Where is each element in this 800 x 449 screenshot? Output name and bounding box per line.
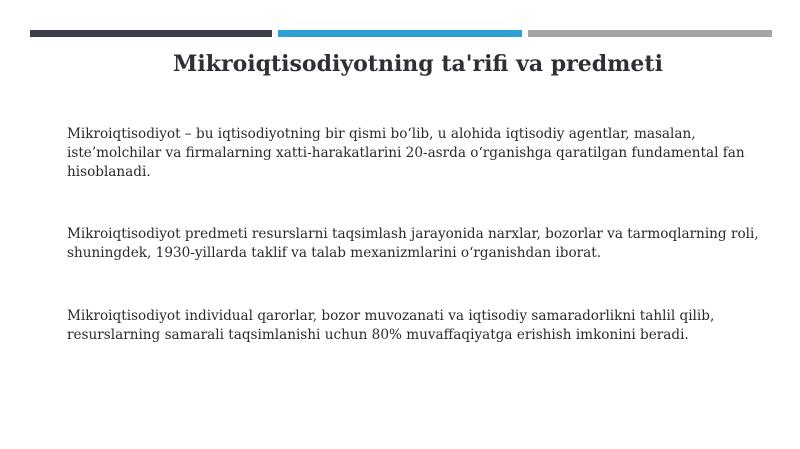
header-bar-gray	[528, 30, 772, 37]
slide-title: Mikroiqtisodiyotning ta'rifi va predmeti	[173, 51, 663, 77]
paragraph-analysis: Mikroiqtisodiyot individual qarorlar, bozor muvozanati va iqtisodiy samaradorlikni tahlil qilib, resurslarning samarali taqsimlanishi uchun 80% muvaffaqiyatga erishish imkonini beradi.	[67, 308, 715, 343]
header-bar-blue	[278, 30, 522, 37]
paragraph-definition: Mikroiqtisodiyot – bu iqtisodiyotning bir qismi bo‘lib, u alohida iqtisodiy agentlar, masalan, iste’molchilar va firmalarning xatti-harakatlarini 20-asrda o‘rganishga qaratilgan fundamental fan hisoblanadi.	[67, 126, 745, 180]
paragraph-subject: Mikroiqtisodiyot predmeti resurslarni taqsimlash jarayonida narxlar, bozorlar va tarmoqlarning roli, shuningdek, 1930-yillarda taklif va talab mexanizmlarini o‘rganishdan iborat.	[67, 226, 759, 261]
slide-body	[67, 125, 777, 345]
header-color-bars	[30, 30, 772, 37]
header-bar-dark	[30, 30, 272, 37]
